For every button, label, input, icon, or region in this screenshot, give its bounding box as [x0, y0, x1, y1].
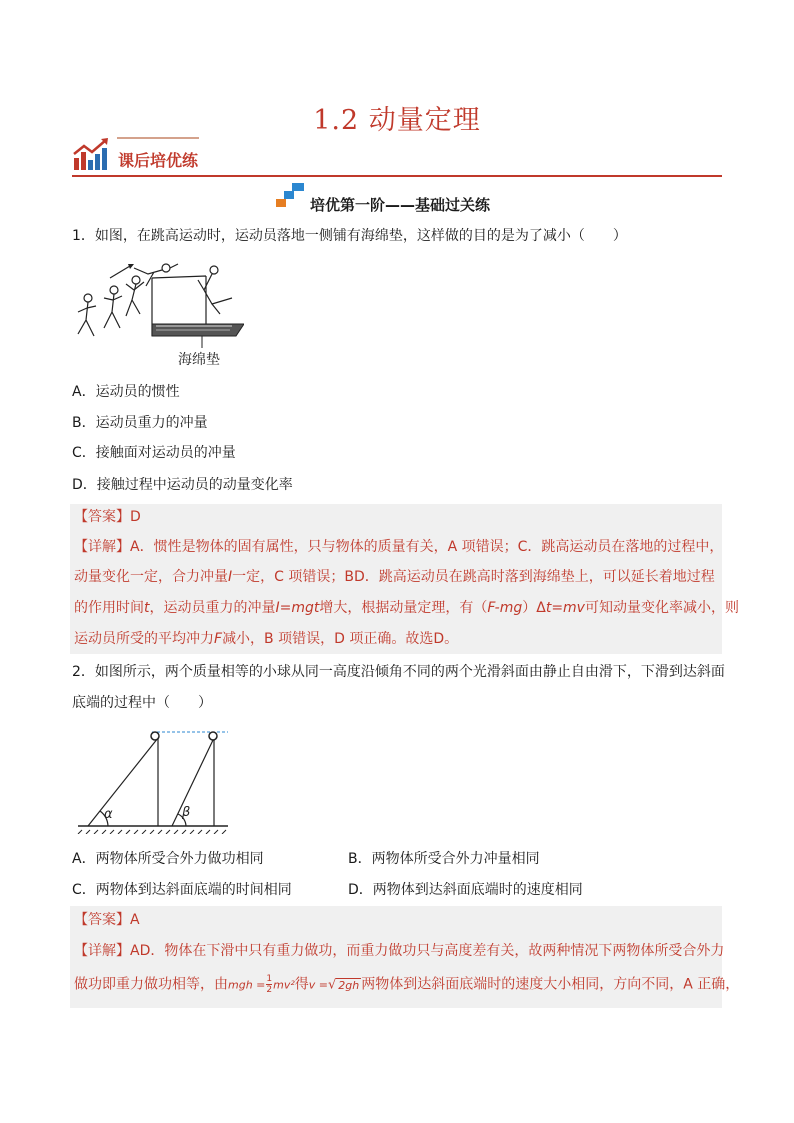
- q1-option-b: B．运动员重力的冲量: [72, 415, 208, 431]
- q1-option-a: A．运动员的惯性: [72, 384, 180, 400]
- q1-detail-line-3: 的作用时间t，运动员重力的冲量I=mgt增大，根据动量定理，有（F-mg）Δt=mv可知动量变化率减小，则: [74, 600, 739, 616]
- q2-detail-line-1: 【详解】AD．物体在下滑中只有重力做功，而重力做功只与高度差有关，故两种情况下两物体所受合外力: [74, 943, 725, 959]
- eq-fraction: $\frac{1}{2}$: [266, 974, 273, 995]
- q1-option-d: D．接触过程中运动员的动量变化率: [72, 477, 293, 493]
- eq-energy-lhs: mgh =: [228, 978, 266, 992]
- chart-growth-icon: [72, 138, 112, 172]
- q2-stem-line-2: 底端的过程中（ ）: [72, 695, 212, 711]
- stage-heading: 培优第一阶——基础过关练: [310, 196, 491, 214]
- inclined-planes-figure: [74, 726, 234, 834]
- q1-option-c: C．接触面对运动员的冲量: [72, 445, 236, 461]
- angle-beta-label: β: [182, 805, 191, 820]
- q1-detail-line-4: 运动员所受的平均冲力F减小，B 项错误，D 项正确。故选D。: [74, 631, 459, 647]
- page-title: 1.2 动量定理: [313, 105, 481, 136]
- header-divider-short: [117, 137, 199, 139]
- eq-velocity-radicand: 2gh: [338, 978, 360, 992]
- mat-label: 海绵垫: [178, 352, 220, 368]
- q2-option-c: C．两物体到达斜面底端的时间相同: [72, 882, 292, 898]
- q2-option-b: B．两物体所受合外力冲量相同: [348, 851, 540, 867]
- section-header-label: 课后培优练: [118, 151, 199, 170]
- q2-stem-line-1: 2．如图所示，两个质量相等的小球从同一高度沿倾角不同的两个光滑斜面由静止自由滑下，下滑到达斜面: [72, 664, 725, 680]
- q1-detail-line-1: 【详解】A．惯性是物体的固有属性，只与物体的质量有关，A 项错误；C．跳高运动员在落地的过程中，: [74, 539, 724, 555]
- angle-alpha-label: α: [104, 807, 113, 822]
- q1-detail-line-2: 动量变化一定，合力冲量I一定，C 项错误；BD．跳高运动员在跳高时落到海绵垫上，可以延长着地过程: [74, 569, 715, 585]
- q2-option-d: D．两物体到达斜面底端时的速度相同: [348, 882, 583, 898]
- q2-detail-line-2: 做功即重力做功相等，由mgh = $\frac{1}{2}$ mv²得v =√ 2gh 两物体到达斜面底端时的速度大小相同，方向不同，A 正确，: [74, 974, 740, 995]
- eq-energy-rhs: mv²: [273, 978, 295, 992]
- q1-stem: 1．如图，在跳高运动时，运动员落地一侧铺有海绵垫，这样做的目的是为了减小（ ）: [72, 228, 627, 244]
- eq-velocity-lhs: v =: [308, 978, 328, 992]
- header-divider: [72, 175, 722, 177]
- q1-answer: 【答案】D: [74, 509, 141, 525]
- sqrt-symbol: √: [328, 977, 337, 993]
- stairs-icon: [276, 183, 306, 209]
- high-jump-figure: [74, 258, 244, 370]
- q2-answer: 【答案】A: [74, 912, 140, 928]
- q2-option-a: A．两物体所受合外力做功相同: [72, 851, 264, 867]
